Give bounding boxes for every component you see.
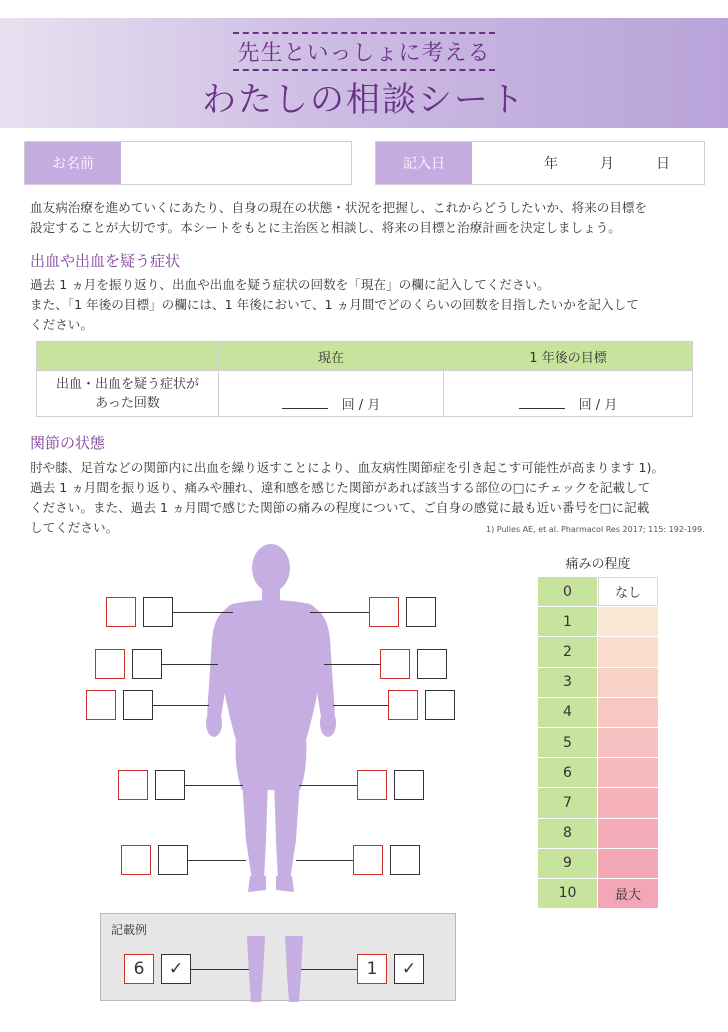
pain-level-color: なし <box>598 577 658 606</box>
pain-level-number: 4 <box>538 698 598 727</box>
col-goal-header: 1 年後の目標 <box>444 342 693 371</box>
example-box <box>100 913 456 1001</box>
right-wrist-pain-box[interactable] <box>388 690 418 720</box>
date-label: 記入日 <box>376 142 472 184</box>
right-hip-check-box[interactable] <box>394 770 424 800</box>
left-hip-check-box[interactable] <box>155 770 185 800</box>
right-hip-pain-box[interactable] <box>357 770 387 800</box>
pain-level-color <box>598 698 658 727</box>
pain-level-number: 1 <box>538 607 598 636</box>
pain-level-number: 2 <box>538 637 598 666</box>
header-subtitle: 先生といっしょに考える <box>0 32 728 71</box>
date-field[interactable] <box>375 141 705 185</box>
pain-level-number: 5 <box>538 728 598 757</box>
right-elbow-pain-box[interactable] <box>380 649 410 679</box>
page-title: わたしの相談シート <box>202 80 526 120</box>
left-elbow-pain-box[interactable] <box>95 649 125 679</box>
current-count-cell[interactable]: 回 / 月 <box>219 371 444 417</box>
col-current-header: 現在 <box>219 342 444 371</box>
day-unit: 日 <box>656 156 670 172</box>
pain-level-row <box>538 577 658 607</box>
left-wrist-pain-box[interactable] <box>86 690 116 720</box>
pain-level-number: 3 <box>538 668 598 697</box>
left-shoulder-check-box[interactable] <box>143 597 173 627</box>
right-shoulder-check-box[interactable] <box>406 597 436 627</box>
name-label: お名前 <box>25 142 121 184</box>
example-right-check: ✓ <box>394 954 424 984</box>
pain-level-color: 最大 <box>598 879 658 908</box>
pain-level-row <box>538 668 658 698</box>
right-shoulder-line <box>310 612 370 613</box>
left-hip-pain-box[interactable] <box>118 770 148 800</box>
pain-level-number: 10 <box>538 879 598 908</box>
pain-level-color <box>598 849 658 878</box>
reference-note: 1) Pulles AE, et al. Pharmacol Res 2017; 115: 192-199. <box>486 525 705 534</box>
right-elbow-check-box[interactable] <box>417 649 447 679</box>
right-shoulder-pain-box[interactable] <box>369 597 399 627</box>
pain-level-number: 8 <box>538 819 598 848</box>
right-knee-check-box[interactable] <box>390 845 420 875</box>
joints-heading: 関節の状態 <box>30 434 106 452</box>
pain-level-color <box>598 819 658 848</box>
pain-scale-table <box>538 577 658 909</box>
left-shoulder-pain-box[interactable] <box>106 597 136 627</box>
pain-level-color <box>598 607 658 636</box>
table-corner <box>37 342 219 371</box>
example-left-check: ✓ <box>161 954 191 984</box>
pain-level-row <box>538 849 658 879</box>
pain-level-color <box>598 758 658 787</box>
pain-level-number: 9 <box>538 849 598 878</box>
pain-level-number: 6 <box>538 758 598 787</box>
right-knee-pain-box[interactable] <box>353 845 383 875</box>
example-left-line <box>191 969 249 970</box>
right-knee-line <box>296 860 354 861</box>
right-elbow-line <box>324 664 381 665</box>
left-knee-check-box[interactable] <box>158 845 188 875</box>
pain-level-color <box>598 788 658 817</box>
year-unit: 年 <box>544 156 558 172</box>
left-wrist-line <box>153 705 209 706</box>
example-right-line <box>301 969 357 970</box>
example-right-value: 1 <box>357 954 387 984</box>
left-elbow-line <box>162 664 218 665</box>
left-elbow-check-box[interactable] <box>132 649 162 679</box>
pain-level-row <box>538 698 658 728</box>
pain-level-row <box>538 637 658 667</box>
goal-count-cell[interactable]: 回 / 月 <box>444 371 693 417</box>
pain-level-color <box>598 637 658 666</box>
right-wrist-check-box[interactable] <box>425 690 455 720</box>
pain-level-row <box>538 607 658 637</box>
pain-level-color <box>598 728 658 757</box>
right-wrist-line <box>333 705 389 706</box>
left-hip-line <box>185 785 243 786</box>
pain-level-number: 7 <box>538 788 598 817</box>
left-shoulder-line <box>173 612 233 613</box>
left-knee-line <box>188 860 246 861</box>
example-left-value: 6 <box>124 954 154 984</box>
bleeding-instructions: 過去 1 ヵ月を振り返り、出血や出血を疑う症状の回数を「現在」の欄に記入してください。 また、「1 年後の目標」の欄には、1 年後において、1 ヵ月間でどのくらいの回数を目指したいかを記入して ください。 <box>30 277 639 332</box>
pain-level-row <box>538 819 658 849</box>
pain-scale-title: 痛みの程度 <box>565 557 631 572</box>
left-knee-pain-box[interactable] <box>121 845 151 875</box>
bleeding-table <box>36 341 693 417</box>
pain-level-row <box>538 879 658 909</box>
intro-text: 血友病治療を進めていくにあたり、自身の現在の状態・状況を把握し、これからどうしたいか、将来の目標を 設定することが大切です。本シートをもとに主治医と相談し、将来の目標と治療計画を決定しましょう。 <box>30 200 648 235</box>
example-label: 記載例 <box>111 923 148 937</box>
pain-level-row <box>538 788 658 818</box>
left-wrist-check-box[interactable] <box>123 690 153 720</box>
right-hip-line <box>299 785 358 786</box>
pain-level-row <box>538 728 658 758</box>
pain-level-row <box>538 758 658 788</box>
row-label: 出血・出血を疑う症状が あった回数 <box>37 371 219 417</box>
bleeding-heading: 出血や出血を疑う症状 <box>30 252 181 270</box>
joints-instructions: 肘や膝、足首などの関節内に出血を繰り返すことにより、血友病性関節症を引き起こす可能性が高まります 1)。 過去 1 ヵ月間を振り返り、痛みや腫れ、違和感を感じた関節があれば該当する部位の□にチェックを記載して ください。また、過去 1 ヵ月間で感じた関節の痛みの程度について、ご自身の感覚に最も近い番号を□に記載 してください。 <box>30 460 665 535</box>
name-field[interactable] <box>24 141 352 185</box>
pain-level-number: 0 <box>538 577 598 606</box>
month-unit: 月 <box>600 156 614 172</box>
pain-level-color <box>598 668 658 697</box>
